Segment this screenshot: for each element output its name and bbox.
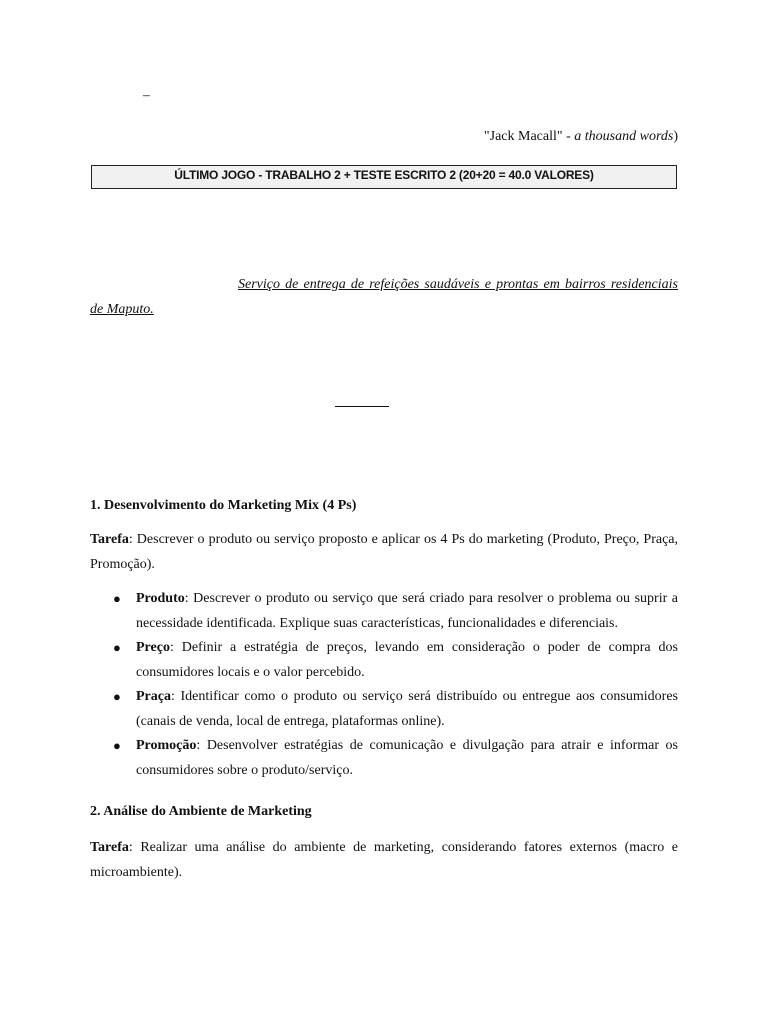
task-paragraph <box>90 527 678 577</box>
task-label: Tarefa <box>90 532 129 547</box>
item-text: : Definir a estratégia de preços, levando em consideração o poder de compra dos consumidores locais e o valor percebido. <box>136 640 678 680</box>
quote-line <box>484 129 678 145</box>
item-text: : Descrever o produto ou serviço que será criado para resolver o problema ou suprir a necessidade identificada. Explique suas características, funcionalidades e diferenciais. <box>136 591 678 631</box>
dash-mark: – <box>143 88 150 103</box>
bullet-icon: ● <box>113 738 121 753</box>
item-label: Promoção <box>136 738 197 753</box>
item-text: : Identificar como o produto ou serviço será distribuído ou entregue aos consumidores (canais de venda, local de entrega, plataformas online). <box>136 689 678 729</box>
item-label: Produto <box>136 591 185 606</box>
list-item-promocao <box>90 734 678 783</box>
list-item-preco <box>90 636 678 685</box>
quote-close: ) <box>673 129 678 144</box>
task-paragraph <box>90 835 678 885</box>
bullet-icon: ● <box>113 689 121 704</box>
task-text: : Realizar uma análise do ambiente de marketing, considerando fatores externos (macro e microambiente). <box>90 840 678 880</box>
list-item-praca <box>90 685 678 734</box>
section-marketing-mix <box>90 496 678 783</box>
item-label: Praça <box>136 689 171 704</box>
section-heading: 2. Análise do Ambiente de Marketing <box>90 804 312 819</box>
quote-author: "Jack Macall" <box>483 129 563 144</box>
horizontal-rule <box>335 406 389 407</box>
bullet-icon: ● <box>113 640 121 655</box>
quote-work: a thousand words <box>574 129 674 144</box>
bullet-icon: ● <box>113 591 121 606</box>
list-item-produto <box>90 587 678 636</box>
task-text: : Descrever o produto ou serviço proposto e aplicar os 4 Ps do marketing (Produto, Preço, Praça, Promoção). <box>90 532 678 572</box>
subject-text: Serviço de entrega de refeições saudáveis e prontas em bairros residenciais de Maputo. <box>90 277 678 317</box>
quote-separator: - <box>562 129 575 144</box>
title-box: ÚLTIMO JOGO - TRABALHO 2 + TESTE ESCRITO 2 (20+20 = 40.0 VALORES) <box>91 165 677 189</box>
item-text: : Desenvolver estratégias de comunicação e divulgação para atrair e informar os consumidores sobre o produto/serviço. <box>136 738 678 778</box>
task-label: Tarefa <box>90 840 129 855</box>
section-ambiente <box>90 802 678 885</box>
section-heading: 1. Desenvolvimento do Marketing Mix (4 Ps) <box>90 498 357 513</box>
four-ps-list <box>90 587 678 783</box>
item-label: Preço <box>136 640 170 655</box>
